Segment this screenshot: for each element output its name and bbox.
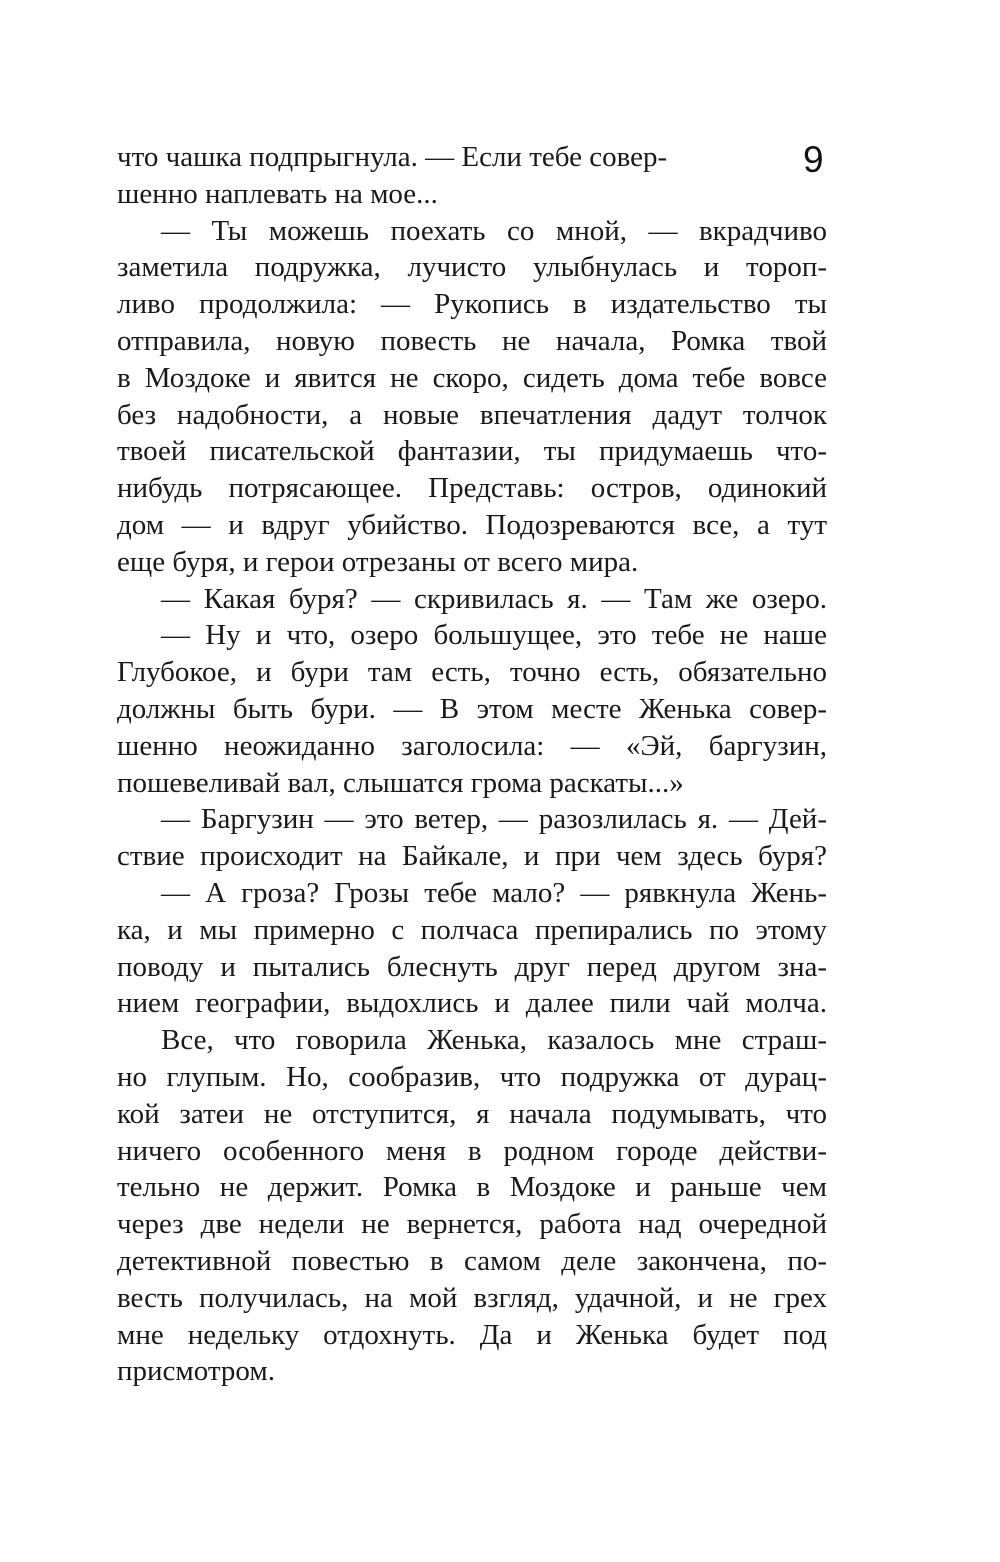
text-line: поводу и пытались блеснуть друг перед другом зна- (117, 950, 827, 983)
text-line: в Моздоке и явится не скоро, сидеть дома тебе вовсе (117, 361, 827, 394)
body-text (117, 139, 827, 1390)
text-line: ствие происходит на Байкале, и при чем здесь буря? (117, 840, 827, 873)
text-line: должны быть бури. — В этом месте Женька совер- (117, 692, 827, 725)
text-line: — Баргузин — это ветер, — разозлилась я. — Дей- (161, 803, 827, 836)
text-line: — Ты можешь поехать со мной, — вкрадчиво (161, 214, 827, 247)
text-line: шенно наплевать на мое... (117, 177, 438, 210)
text-line: — А гроза? Грозы тебе мало? — рявкнула Жень- (161, 876, 827, 909)
text-line: — Ну и что, озеро большущее, это тебе не наше (161, 619, 827, 652)
text-line: ка, и мы примерно с полчаса препирались по этому (117, 913, 827, 946)
text-line: шенно неожиданно заголосила: — «Эй, баргузин, (117, 729, 827, 762)
text-line: нибудь потрясающее. Представь: остров, одинокий (117, 472, 827, 505)
page-number: 9 (803, 139, 824, 180)
text-line: без надобности, а новые впечатления дадут толчок (117, 398, 827, 431)
text-line: отправила, новую повесть не начала, Ромка твой (117, 324, 827, 357)
text-line: кой затеи не отступится, я начала подумывать, что (117, 1097, 827, 1130)
text-line: ничего особенного меня в родном городе действи- (117, 1134, 827, 1167)
text-line: Все, что говорила Женька, казалось мне страш- (161, 1024, 827, 1057)
text-line: что чашка подпрыгнула. — Если тебе совер- (117, 141, 668, 173)
text-line: ливо продолжила: — Рукопись в издательство ты (117, 288, 827, 321)
text-line: весть получилась, на мой взгляд, удачной, и не грех (117, 1281, 827, 1314)
text-line: через две недели не вернется, работа над очередной (117, 1208, 827, 1241)
text-line: тельно не держит. Ромка в Моздоке и раньше чем (117, 1171, 827, 1204)
text-line: присмотром. (117, 1355, 275, 1388)
text-line: — Какая буря? — скривилась я. — Там же озеро. (161, 582, 827, 615)
text-line: твоей писательской фантазии, ты придумаешь что- (117, 435, 827, 468)
text-line: пошевеливай вал, слышатся грома раскаты...» (117, 766, 684, 799)
text-line: дом — и вдруг убийство. Подозреваются все, а тут (117, 508, 827, 541)
text-line: Глубокое, и бури там есть, точно есть, обязательно (117, 656, 827, 689)
text-line: нием географии, выдохлись и далее пили чай молча. (117, 987, 827, 1020)
text-line: детективной повестью в самом деле закончена, по- (117, 1244, 827, 1277)
text-line: заметила подружка, лучисто улыбнулась и тороп- (117, 251, 827, 284)
text-line: мне недельку отдохнуть. Да и Женька будет под (117, 1318, 827, 1351)
text-line: еще буря, и герои отрезаны от всего мира. (117, 545, 639, 578)
text-line: но глупым. Но, сообразив, что подружка от дурац- (117, 1060, 827, 1093)
